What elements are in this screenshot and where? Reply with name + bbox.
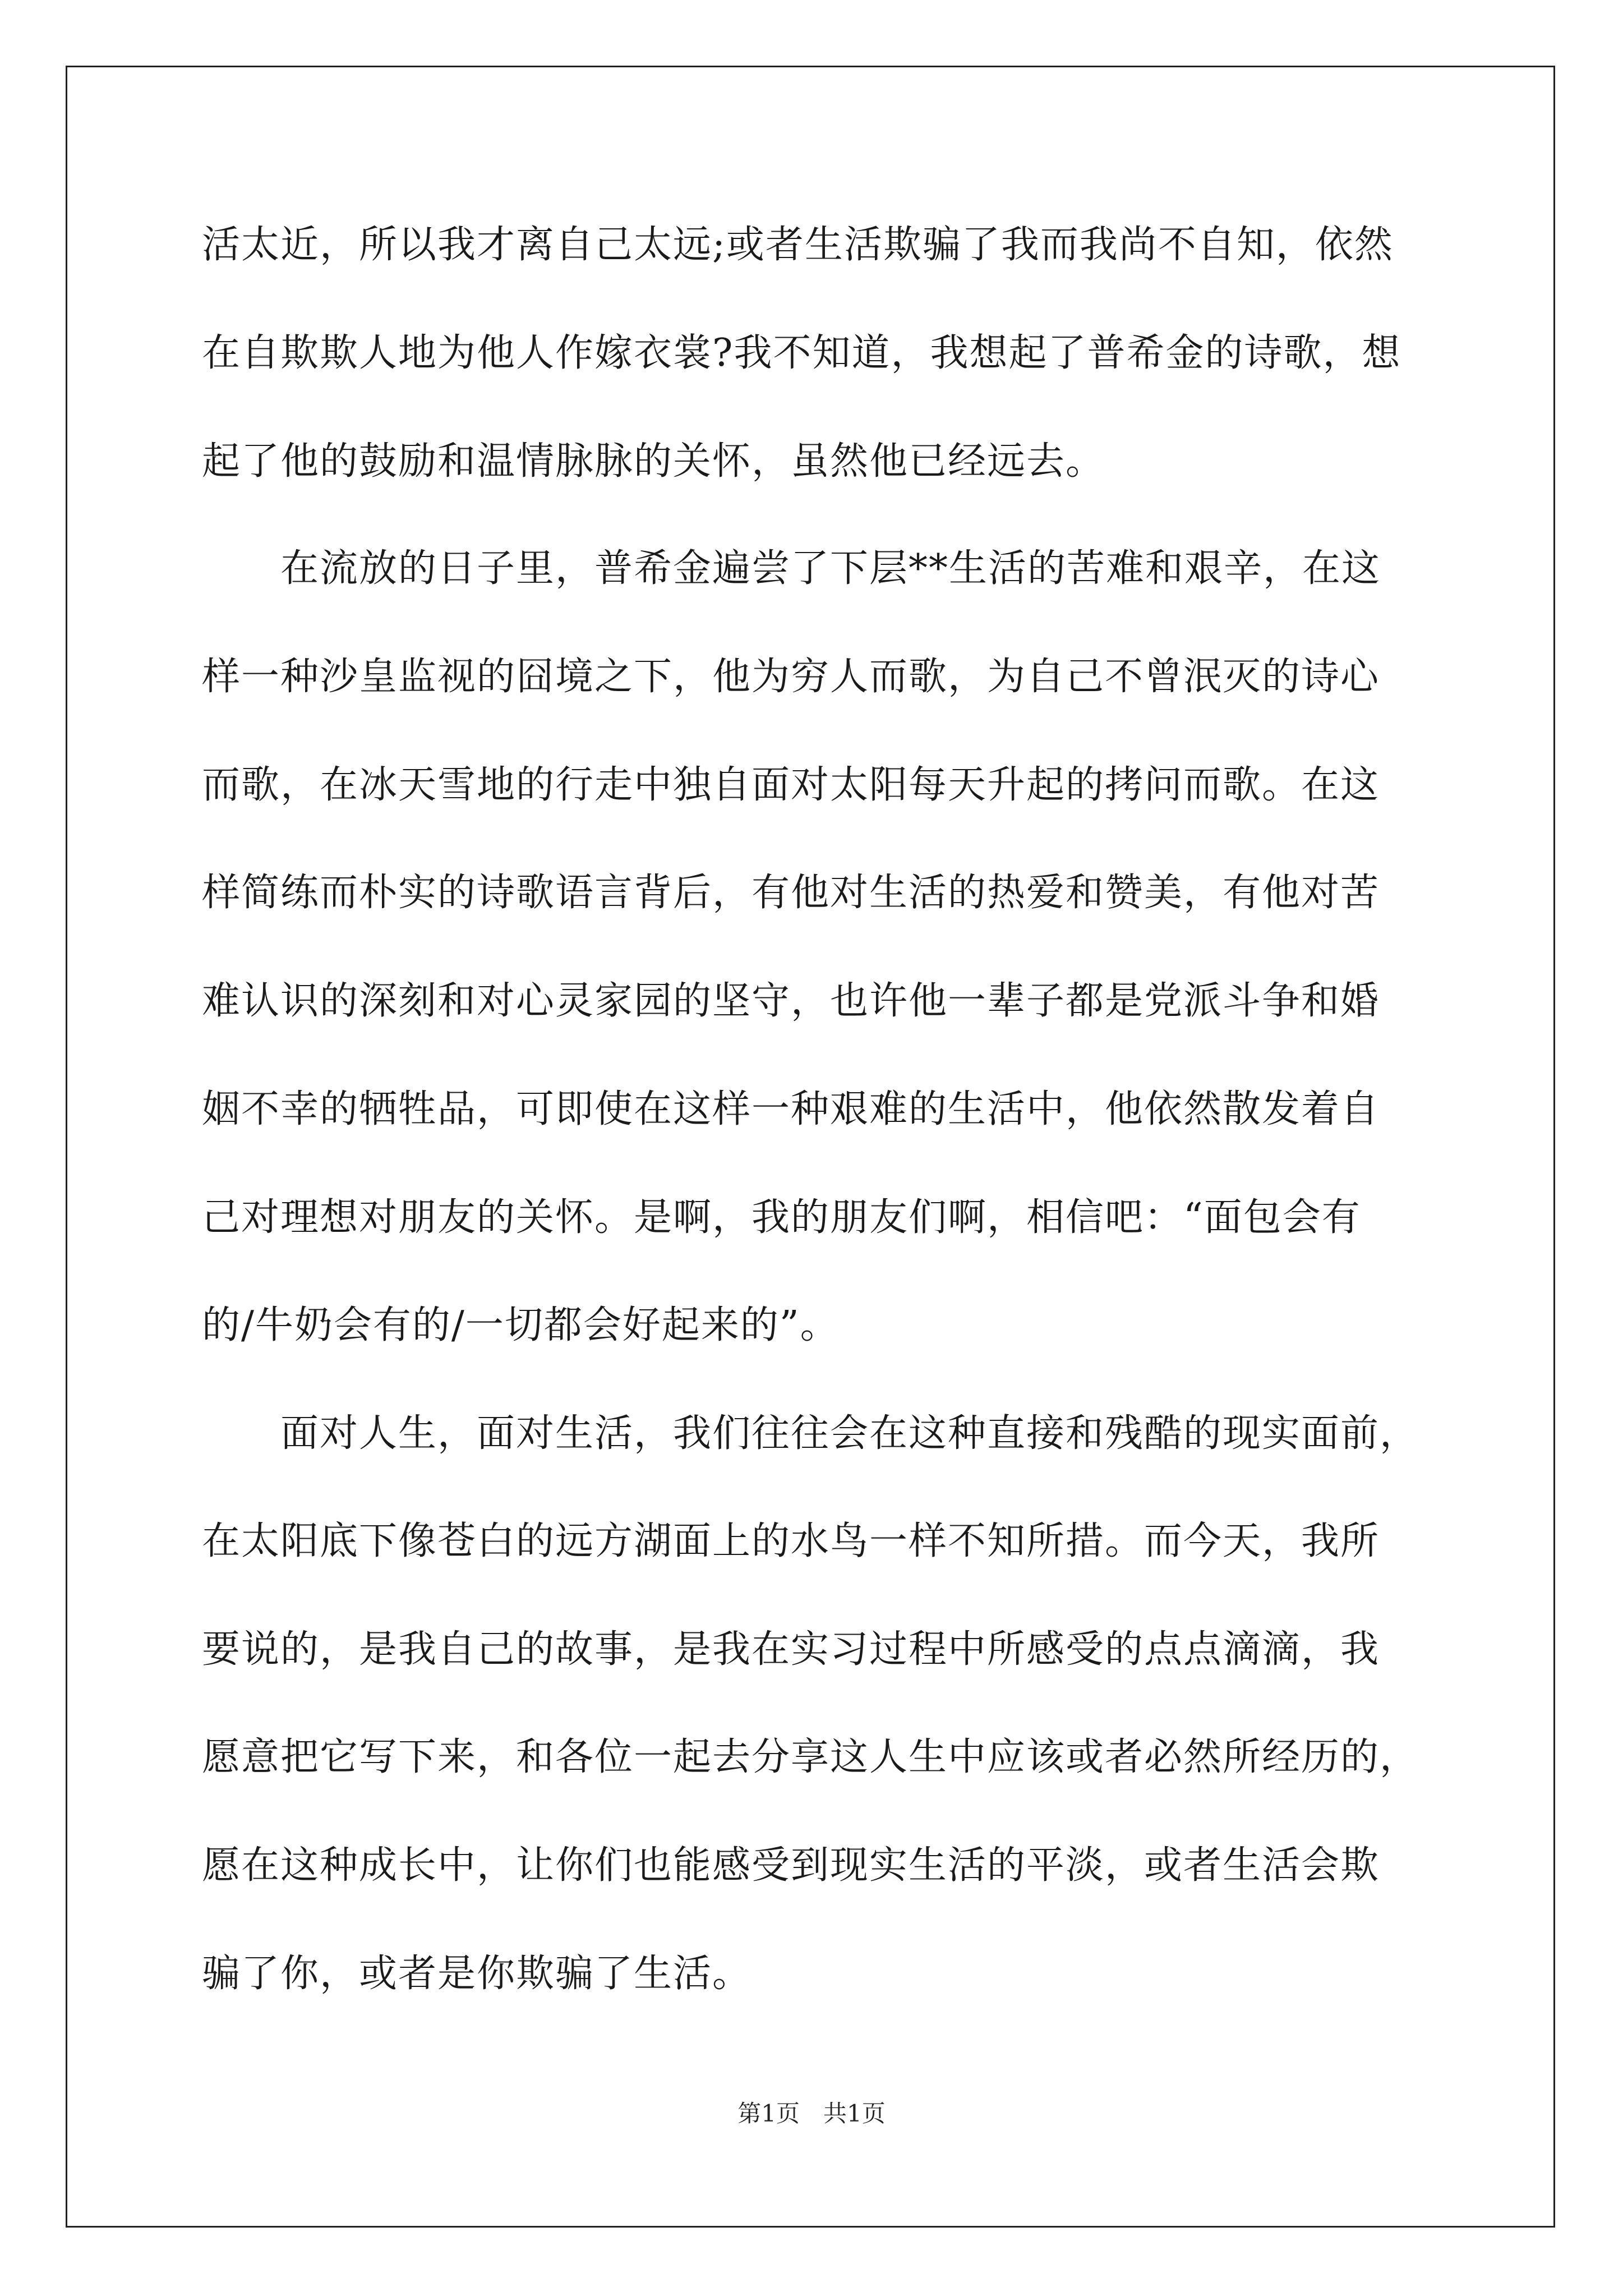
text-line: 难认识的深刻和对心灵家园的坚守，也许他一辈子都是党派斗争和婚 [202,979,1380,1023]
text-line: 愿意把它写下来，和各位一起去分享这人生中应该或者必然所经历的， [202,1735,1419,1779]
text-line: 起了他的鼓励和温情脉脉的关怀，虽然他已经远去。 [202,439,1105,484]
page-border [66,66,1555,2228]
text-line: 在太阳底下像苍白的远方湖面上的水鸟一样不知所措。而今天，我所 [202,1519,1380,1563]
text-line: 骗了你，或者是你欺骗了生活。 [202,1952,752,1996]
text-line: 样一种沙皇监视的囧境之下，他为穷人而歌，为自己不曾泯灭的诗心 [202,655,1380,699]
text-line: 活太近，所以我才离自己太远;或者生活欺骗了我而我尚不自知，依然 [202,223,1394,267]
text-line: 愿在这种成长中，让你们也能感受到现实生活的平淡，或者生活会欺 [202,1843,1380,1888]
text-line: 的/牛奶会有的/一切都会好起来的”。 [202,1303,840,1347]
text-line: 样简练而朴实的诗歌语言背后，有他对生活的热爱和赞美，有他对苦 [202,871,1380,915]
text-line: 己对理想对朋友的关怀。是啊，我的朋友们啊，相信吧：“面包会有 [202,1195,1361,1240]
page-number-footer: 第1页 共1页 [737,2100,886,2127]
text-line: 姻不幸的牺牲品，可即使在这样一种艰难的生活中，他依然散发着自 [202,1087,1380,1131]
text-line: 面对人生，面对生活，我们往往会在这种直接和残酷的现实面前， [202,1411,1419,1456]
text-line: 在流放的日子里，普希金遍尝了下层**生活的苦难和艰辛，在这 [202,546,1381,591]
text-line: 要说的，是我自己的故事，是我在实习过程中所感受的点点滴滴，我 [202,1627,1380,1672]
text-line: 而歌，在冰天雪地的行走中独自面对太阳每天升起的拷问而歌。在这 [202,763,1380,807]
text-line: 在自欺欺人地为他人作嫁衣裳?我不知道，我想起了普希金的诗歌，想 [202,331,1401,375]
